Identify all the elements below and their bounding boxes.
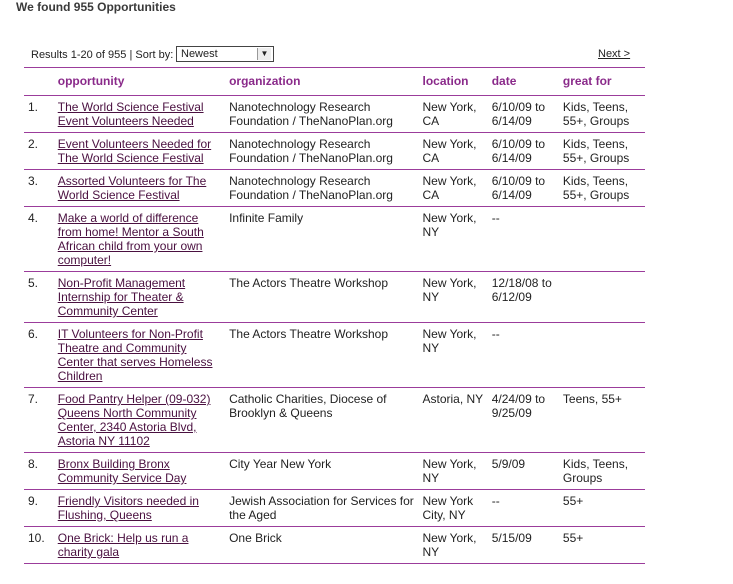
table-row — [24, 323, 645, 388]
sort-select[interactable] — [176, 46, 274, 62]
results-count: Results 1-20 of 955 | Sort by: — [31, 49, 174, 61]
row-number: 7. — [24, 388, 54, 453]
location-cell: New York, NY — [418, 207, 487, 272]
row-number: 6. — [24, 323, 54, 388]
opportunity-cell — [54, 323, 225, 388]
organization-cell: One Brick — [225, 527, 418, 564]
results-heading: We found 955 Opportunities — [16, 0, 176, 14]
row-number: 1. — [24, 96, 54, 133]
location-cell: New York, CA — [418, 133, 487, 170]
opportunity-cell — [54, 272, 225, 323]
header-opportunity: opportunity — [54, 68, 225, 96]
opportunity-cell — [54, 490, 225, 527]
date-cell: 4/24/09 to 9/25/09 — [488, 388, 559, 453]
opportunity-link[interactable]: The World Science Festival Event Volunteers Needed — [57, 100, 204, 128]
opportunity-link[interactable]: Food Pantry Helper (09-032) Queens North Community Center, 2340 Astoria Blvd, Astoria NY 11102 — [57, 392, 211, 448]
next-page-link[interactable]: Next > — [598, 48, 631, 60]
great-for-cell — [559, 272, 645, 323]
date-cell: -- — [488, 207, 559, 272]
table-row — [24, 490, 645, 527]
organization-cell: Infinite Family — [225, 207, 418, 272]
header-organization: organization — [225, 68, 418, 96]
opportunity-cell — [54, 133, 225, 170]
organization-cell: Nanotechnology Research Foundation / TheNanoPlan.org — [225, 133, 418, 170]
location-cell: New York, NY — [418, 323, 487, 388]
date-cell: 6/10/09 to 6/14/09 — [488, 96, 559, 133]
great-for-cell — [559, 323, 645, 388]
table-row — [24, 388, 645, 453]
opportunity-link[interactable]: Non-Profit Management Internship for Theater & Community Center — [57, 276, 186, 318]
location-cell: New York, NY — [418, 453, 487, 490]
row-number: 10. — [24, 527, 54, 564]
header-great-for: great for — [559, 68, 645, 96]
great-for-cell: Kids, Teens, Groups — [559, 453, 645, 490]
great-for-cell: Kids, Teens, 55+, Groups — [559, 96, 645, 133]
table-row — [24, 96, 645, 133]
great-for-cell: Teens, 55+ — [559, 388, 645, 453]
table-row — [24, 207, 645, 272]
row-number: 4. — [24, 207, 54, 272]
row-number: 9. — [24, 490, 54, 527]
organization-cell: The Actors Theatre Workshop — [225, 272, 418, 323]
opportunity-cell — [54, 96, 225, 133]
sort-value: Newest — [181, 48, 218, 60]
location-cell: New York City, NY — [418, 490, 487, 527]
opportunity-cell — [54, 527, 225, 564]
row-number: 8. — [24, 453, 54, 490]
organization-cell: Catholic Charities, Diocese of Brooklyn & Queens — [225, 388, 418, 453]
opportunities-table — [24, 67, 645, 564]
table-row — [24, 272, 645, 323]
date-cell: -- — [488, 323, 559, 388]
organization-cell: Nanotechnology Research Foundation / TheNanoPlan.org — [225, 96, 418, 133]
opportunity-link[interactable]: Friendly Visitors needed in Flushing, Queens — [57, 494, 199, 522]
organization-cell: Nanotechnology Research Foundation / TheNanoPlan.org — [225, 170, 418, 207]
location-cell: New York, CA — [418, 170, 487, 207]
location-cell: New York, CA — [418, 96, 487, 133]
header-date: date — [488, 68, 559, 96]
table-row — [24, 453, 645, 490]
date-cell: 5/9/09 — [488, 453, 559, 490]
opportunity-cell — [54, 453, 225, 490]
organization-cell: The Actors Theatre Workshop — [225, 323, 418, 388]
table-row — [24, 133, 645, 170]
results-toolbar — [31, 46, 631, 66]
opportunity-link[interactable]: Event Volunteers Needed for The World Science Festival — [57, 137, 212, 165]
great-for-cell: 55+ — [559, 490, 645, 527]
row-number: 5. — [24, 272, 54, 323]
location-cell: New York, NY — [418, 527, 487, 564]
great-for-cell — [559, 207, 645, 272]
opportunity-cell — [54, 388, 225, 453]
great-for-cell: Kids, Teens, 55+, Groups — [559, 133, 645, 170]
opportunity-link[interactable]: Make a world of difference from home! Mentor a South African child from your own computer! — [57, 211, 204, 267]
location-cell: New York, NY — [418, 272, 487, 323]
date-cell: 6/10/09 to 6/14/09 — [488, 133, 559, 170]
header-location: location — [418, 68, 487, 96]
date-cell: -- — [488, 490, 559, 527]
date-cell: 5/15/09 — [488, 527, 559, 564]
opportunity-link[interactable]: One Brick: Help us run a charity gala — [57, 531, 189, 559]
table-row — [24, 527, 645, 564]
date-cell: 6/10/09 to 6/14/09 — [488, 170, 559, 207]
great-for-cell: Kids, Teens, 55+, Groups — [559, 170, 645, 207]
table-row — [24, 170, 645, 207]
row-number: 3. — [24, 170, 54, 207]
opportunity-cell — [54, 207, 225, 272]
opportunity-link[interactable]: Bronx Building Bronx Community Service Day — [57, 457, 187, 485]
row-number: 2. — [24, 133, 54, 170]
opportunity-link[interactable]: IT Volunteers for Non-Profit Theatre and Community Center that serves Homeless Children — [57, 327, 213, 383]
table-header-row — [24, 68, 645, 96]
great-for-cell: 55+ — [559, 527, 645, 564]
header-num — [24, 68, 54, 96]
organization-cell: Jewish Association for Services for the Aged — [225, 490, 418, 527]
location-cell: Astoria, NY — [418, 388, 487, 453]
opportunity-cell — [54, 170, 225, 207]
date-cell: 12/18/08 to 6/12/09 — [488, 272, 559, 323]
chevron-down-icon: ▼ — [257, 48, 271, 60]
organization-cell: City Year New York — [225, 453, 418, 490]
opportunity-link[interactable]: Assorted Volunteers for The World Science Festival — [57, 174, 207, 202]
